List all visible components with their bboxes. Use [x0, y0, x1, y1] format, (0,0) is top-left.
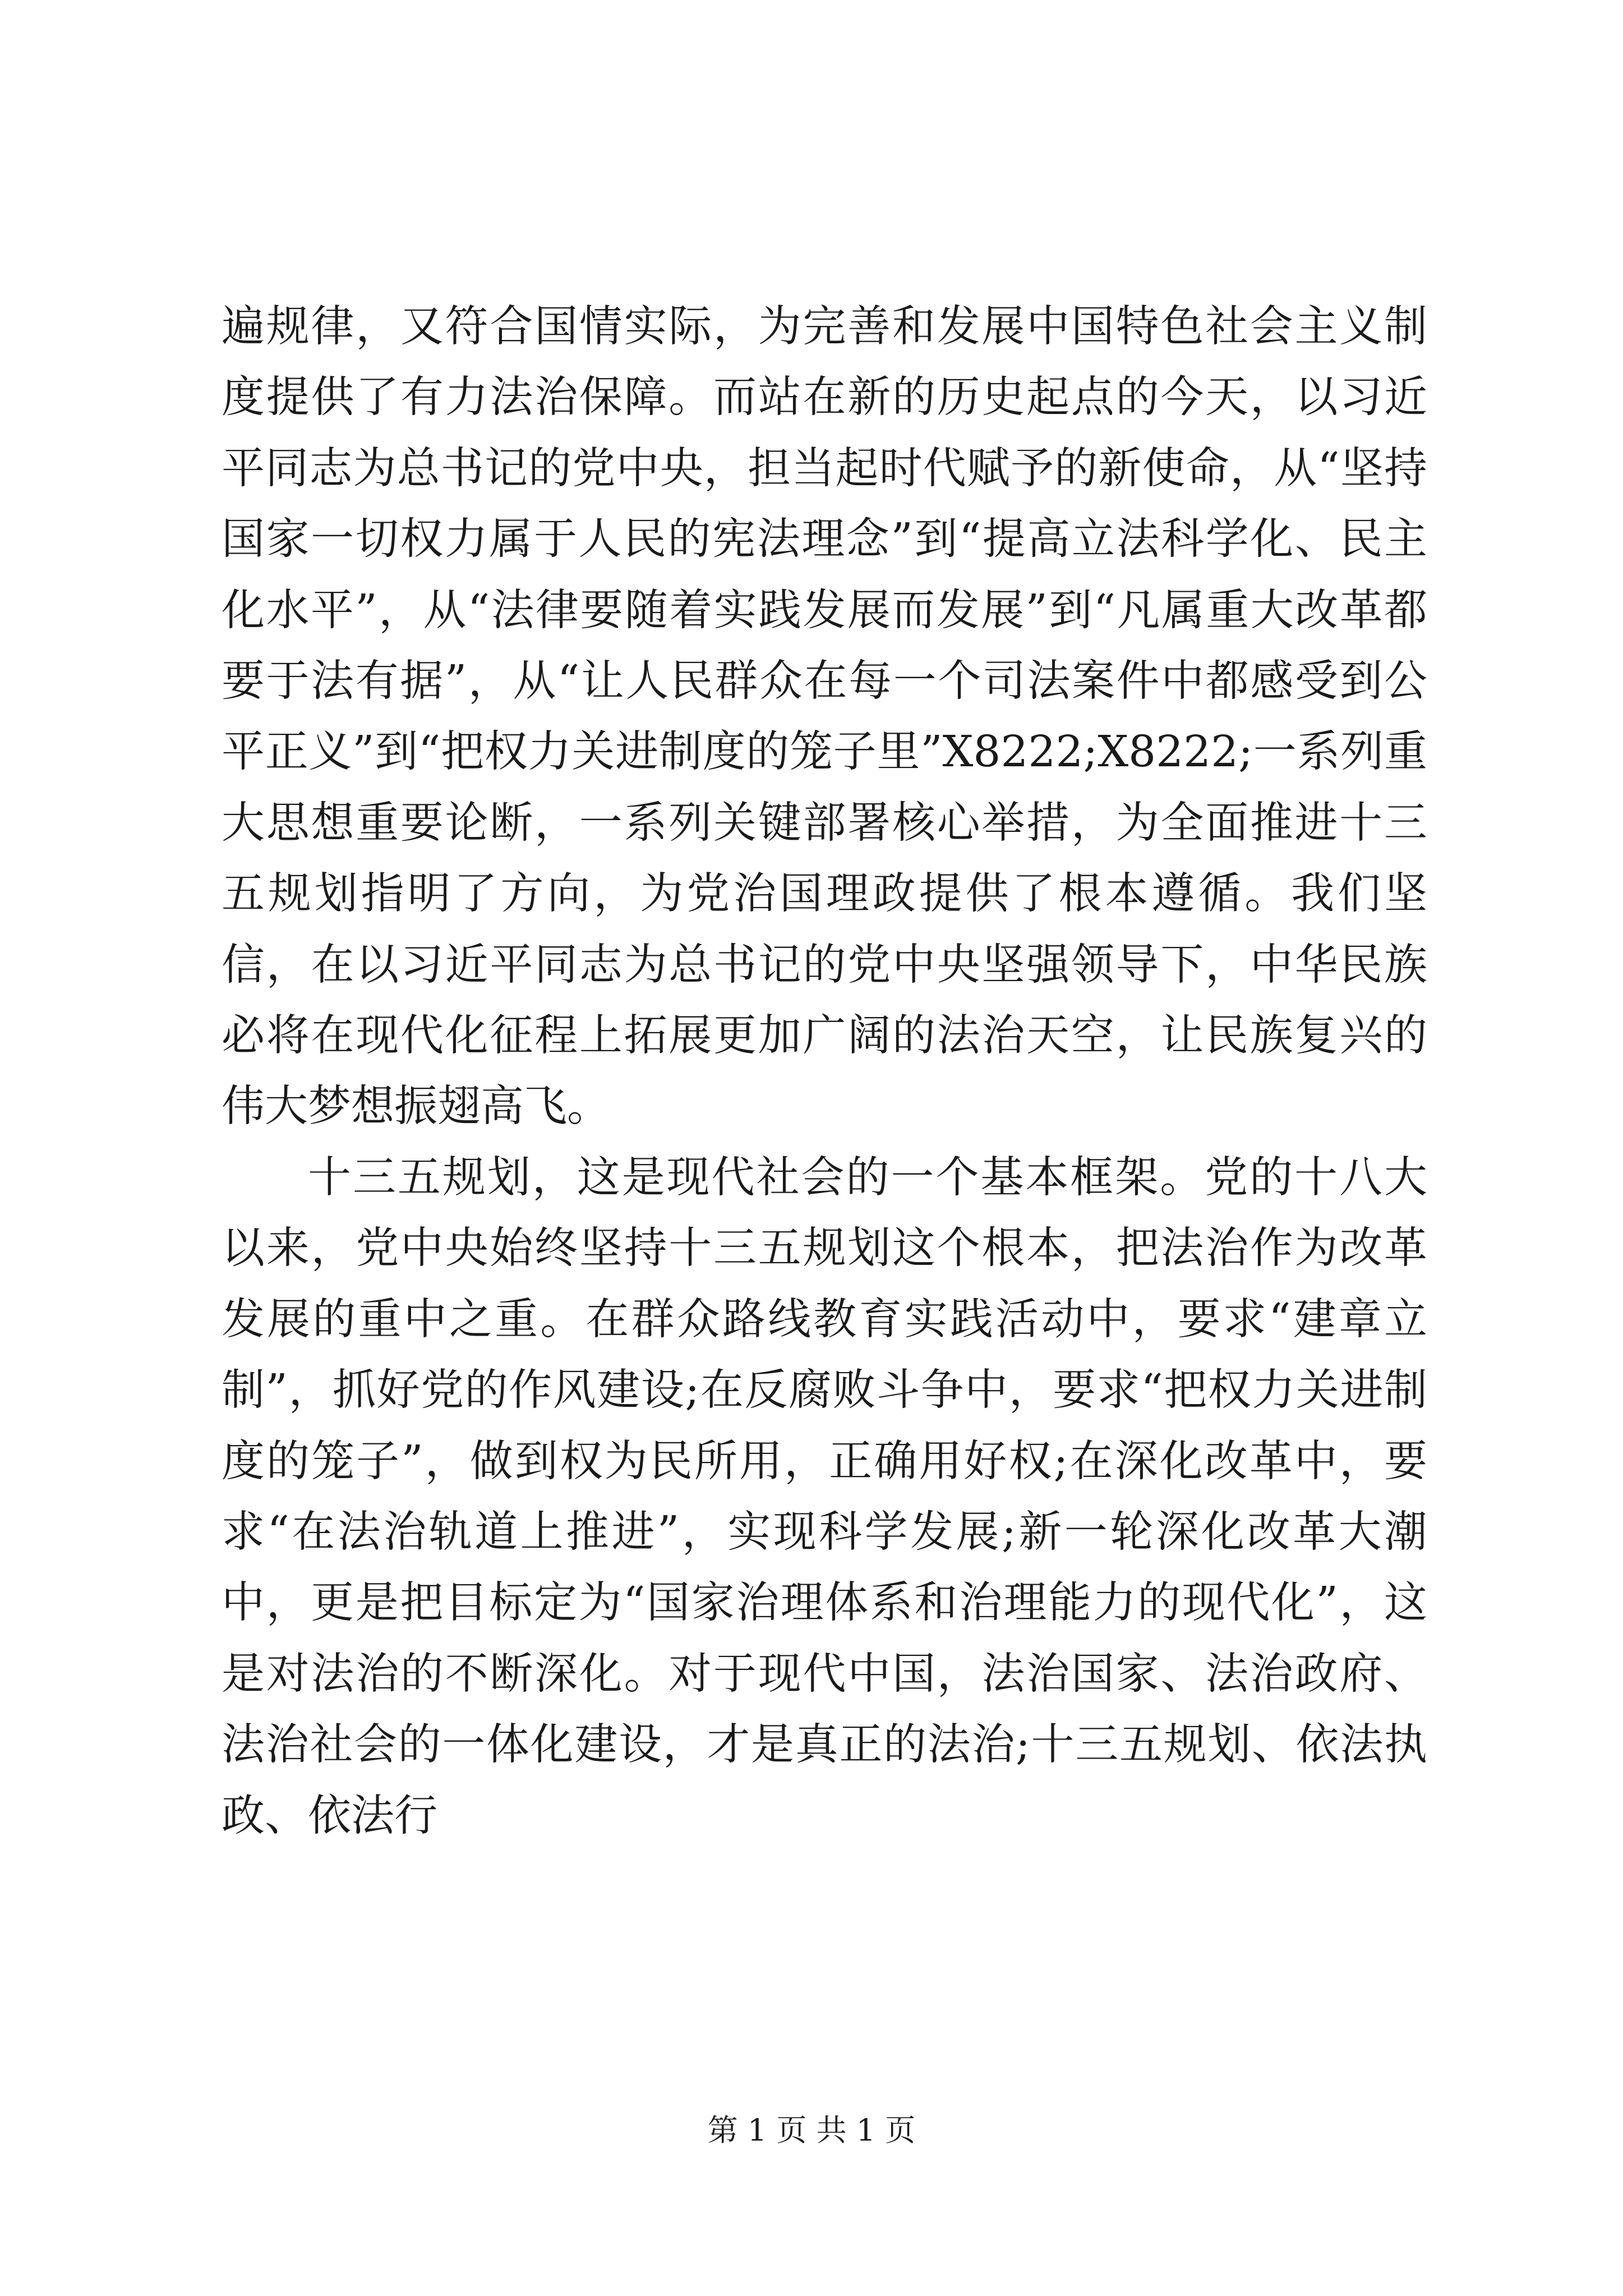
page-footer: 第 1 页 共 1 页 — [707, 2113, 916, 2148]
paragraph-2: 十三五规划，这是现代社会的一个基本框架。党的十八大以来，党中央始终坚持十三五规划这个根本，把法治作为改革发展的重中之重。在群众路线教育实践活动中，要求“建章立制”，抓好党的作风建设;在反腐败斗争中，要求“把权力关进制度的笼子”，做到权为民所用，正确用好权;在深化改革中，要求“在法治轨道上推进”，实现科学发展;新一轮深化改革大潮中，更是把目标定为“国家治理体系和治理能力的现代化”，这是对法治的不断深化。对于现代中国，法治国家、法治政府、法治社会的一体化建设，才是真正的法治;十三五规划、依法执政、依法行 — [222, 1152, 1427, 1841]
document-body — [222, 292, 1427, 1852]
paragraph-1: 遍规律，又符合国情实际，为完善和发展中国特色社会主义制度提供了有力法治保障。而站在新的历史起点的今天，以习近平同志为总书记的党中央，担当起时代赋予的新使命，从“坚持国家一切权力属于人民的宪法理念”到“提高立法科学化、民主化水平”，从“法律要随着实践发展而发展”到“凡属重大改革都要于法有据”，从“让人民群众在每一个司法案件中都感受到公平正义”到“把权力关进制度的笼子里”X8222;X8222;一系列重大思想重要论断，一系列关键部署核心举措，为全面推进十三五规划指明了方向，为党治国理政提供了根本遵循。我们坚信，在以习近平同志为总书记的党中央坚强领导下，中华民族必将在现代化征程上拓展更加广阔的法治天空，让民族复兴的伟大梦想振翅高飞。 — [222, 302, 1427, 1132]
